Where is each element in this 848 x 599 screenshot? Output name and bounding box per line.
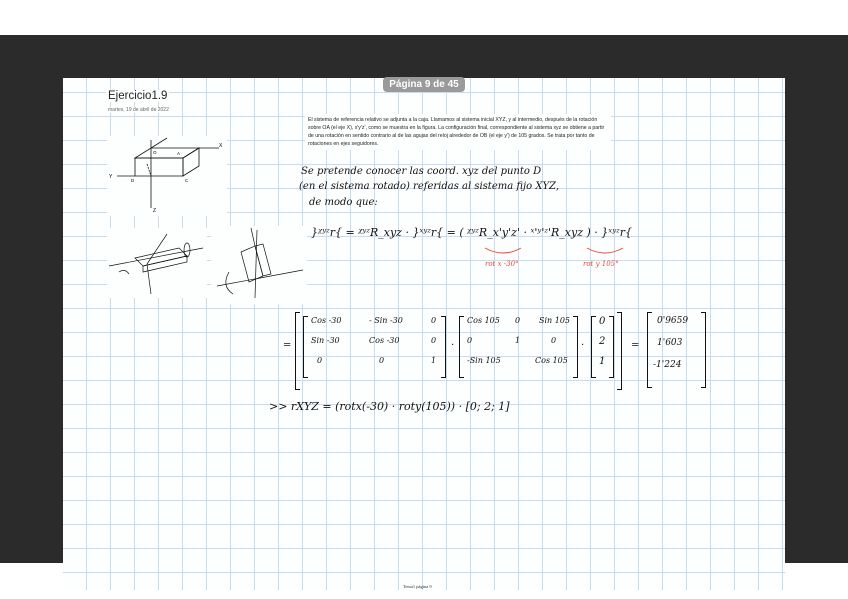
rotated-box-figure-2 [211, 226, 307, 304]
point-d-label: D [131, 178, 135, 183]
point-c-label: C [185, 178, 189, 183]
handwritten-line-2: (en el sistema rotado) referidas al sistema fijo XYZ, [299, 181, 560, 192]
result-2: 1'603 [657, 338, 683, 348]
page-title: Ejercicio1.9 [108, 90, 168, 102]
page-date: martes, 19 de abril de 2022 [108, 107, 169, 113]
m2-r3c1: -Sin 105 [467, 356, 501, 365]
page-footer: Tema1 página 9 [403, 584, 432, 589]
m1-r2c2: Cos -30 [369, 336, 400, 345]
m2-r3c3: Cos 105 [535, 356, 568, 365]
handwritten-line-3: de modo que: [309, 197, 378, 208]
annotation-rot-x: rot x -30° [485, 260, 519, 268]
m1-r1c1: Cos -30 [311, 316, 342, 325]
vector-2: 2 [599, 336, 606, 347]
point-a-label: A [177, 151, 181, 156]
m2-r2c1: 0 [467, 336, 473, 345]
rotated-box-figure-1 [107, 228, 207, 298]
m2-r1c1: Cos 105 [467, 316, 500, 325]
result-3: -1'224 [653, 360, 682, 370]
vector-1: 0 [599, 316, 606, 327]
handwritten-line-1: Se pretende conocer las coord. xyz del punto D [301, 166, 542, 177]
m1-r3c1: 0 [317, 356, 323, 365]
box-diagram [107, 136, 227, 216]
m1-r2c3: 0 [431, 336, 437, 345]
axis-x-label: X [219, 143, 223, 149]
box-figure [107, 136, 227, 216]
annotation-rot-y: rot y 105° [583, 260, 619, 268]
rotated-box-diagram-2 [211, 226, 307, 304]
m2-r2c3: 0 [551, 336, 557, 345]
m2-r1c2: 0 [515, 316, 521, 325]
m1-r2c1: Sin -30 [311, 336, 340, 345]
vector-3: 1 [599, 356, 606, 367]
m1-r3c3: 1 [431, 356, 437, 365]
m1-r1c2: - Sin -30 [369, 316, 403, 325]
axis-y-label: Y [109, 174, 113, 180]
point-o-label: O [153, 150, 157, 155]
rotation-equation: }ᵡʸᶻr{ = ᵡʸᶻR_xyz · }ˣʸᶻr{ = ( ᵡʸᶻR_x'y'z' · ˣ'ʸ'ᶻ'R_xyz ) · }ˣʸᶻr{ [311, 226, 633, 239]
rotated-box-diagram-1 [107, 228, 207, 298]
m1-r3c2: 0 [379, 356, 385, 365]
m1-r1c3: 0 [431, 316, 437, 325]
m2-r1c3: Sin 105 [539, 316, 571, 325]
problem-statement: El sistema de referencia relativo se adjunta a la caja. Llamamos al sistema inicial XYZ, y al intermedio, después de la rotación sobre OA (el eje X), x'y'z', como se muestra en la figura. La configuración final, correspondiente al sistema xyz se obtiene a partir de una rotación en sentido contrario al de las agujas del reloj alrededor de OB (el eje y') de 105 grados. Se trata por tanto de rotaciones en ejes seguidores. [305, 114, 611, 150]
document-viewer[interactable] [0, 35, 848, 589]
axis-z-label: Z [153, 208, 157, 214]
matlab-command: >> rXYZ = (rotx(-30) · roty(105)) · [0; 2; 1] [269, 400, 510, 413]
note-page [63, 78, 785, 590]
result-1: 0'9659 [657, 316, 689, 326]
m2-r2c2: 1 [515, 336, 521, 345]
page-indicator: Página 9 de 45 [383, 77, 465, 92]
matrix-equation: = Cos -30 - Sin -30 0 Sin -30 Cos -30 0 0 0 1 · Cos 105 0 Sin 105 0 1 0 -Sin 105 Cos 105 · 0 2 1 = 0'9659 1'603 -1'224 [281, 300, 761, 400]
